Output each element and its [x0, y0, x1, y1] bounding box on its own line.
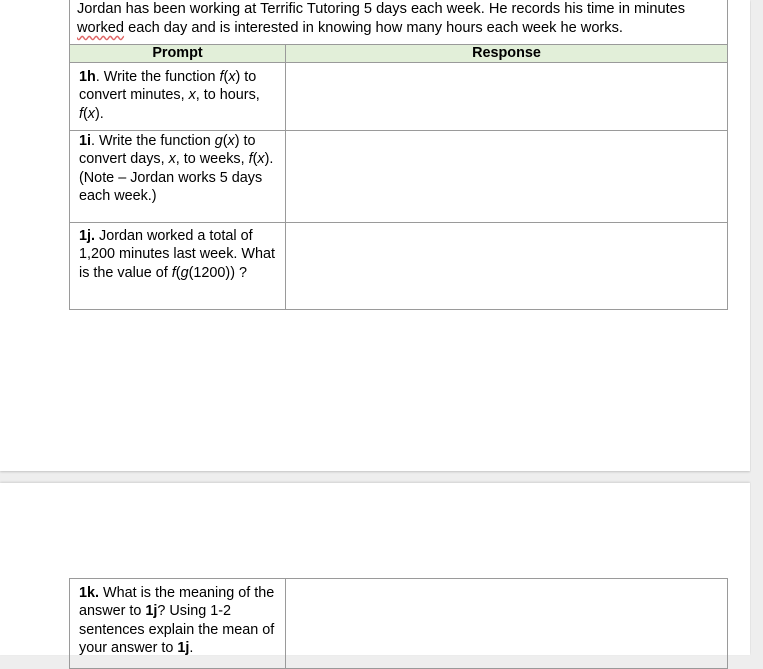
response-cell-1j[interactable]	[286, 223, 728, 310]
intro-line-2: each day and is interested in knowing how many hours each week he works.	[124, 20, 623, 36]
response-header: Response	[286, 45, 728, 63]
table-row	[70, 579, 728, 669]
worksheet-table-continued	[69, 578, 728, 669]
prompt-cell-1k[interactable]: 1k. What is the meaning of the answer to 1j? Using 1-2 sentences explain the mean of your answer to 1j.	[70, 579, 286, 669]
scrollbar-track[interactable]	[751, 0, 763, 655]
table-row	[70, 131, 728, 223]
misspelled-word[interactable]: worked	[77, 20, 125, 36]
document-page-2	[0, 483, 750, 655]
intro-line-1: Jordan has been working at Terrific Tutoring 5 days each week. He records his time in minutes	[77, 1, 686, 17]
prompt-cell-1j[interactable]: 1j. Jordan worked a total of 1,200 minutes last week. What is the value of f(g(1200)) ?	[70, 223, 286, 310]
prompt-cell-1i[interactable]: 1i. Write the function g(x) to convert days, x, to weeks, f(x). (Note – Jordan works 5 days each week.)	[70, 131, 286, 223]
table-row	[70, 63, 728, 131]
prompt-cell-1h[interactable]: 1h. Write the function f(x) to convert minutes, x, to hours, f(x).	[70, 63, 286, 131]
response-cell-1k[interactable]	[286, 579, 728, 669]
table-row	[70, 223, 728, 310]
response-cell-1h[interactable]	[286, 63, 728, 131]
note-text: (Note – Jordan works 5 days each week.)	[79, 169, 263, 204]
response-cell-1i[interactable]	[286, 131, 728, 223]
intro-paragraph	[70, 0, 728, 45]
worksheet-table	[69, 0, 728, 310]
prompt-header: Prompt	[70, 45, 286, 63]
